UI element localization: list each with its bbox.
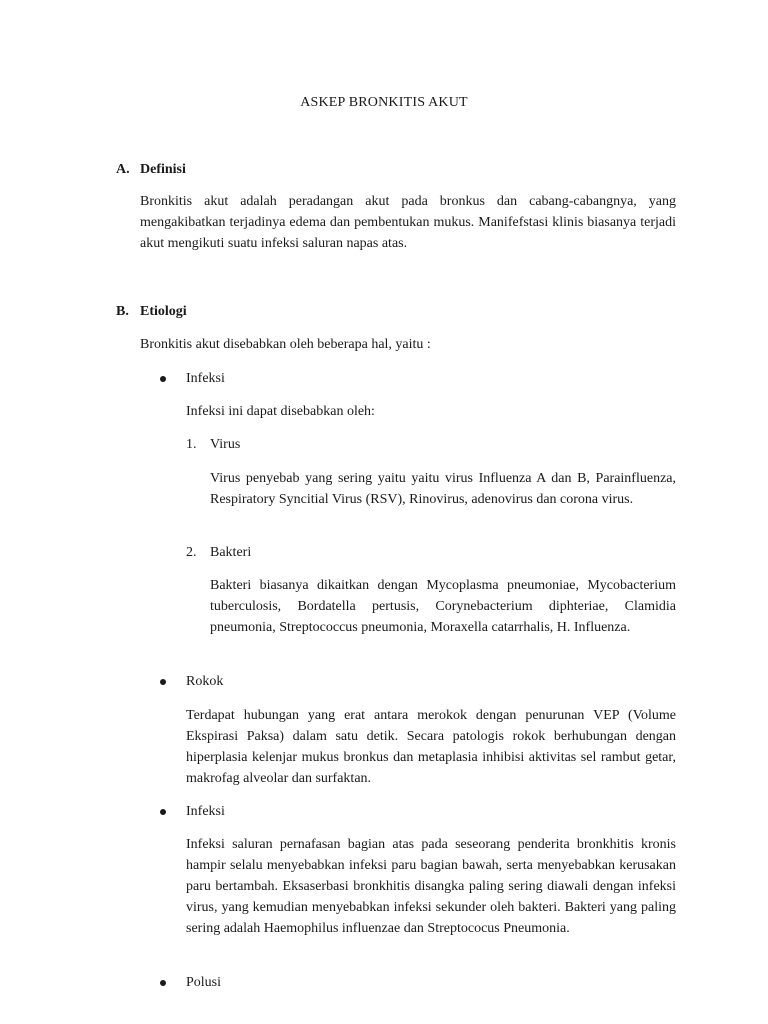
bullet-label: Rokok (186, 674, 224, 689)
bullet-label: Infeksi (186, 371, 225, 386)
rokok-paragraph: Terdapat hubungan yang erat antara merokok dengan penurunan VEP (Volume Ekspirasi Paksa) dalam satu detik. Secara patologis rokok berhubungan dengan hiperplasia kelenjar mukus bronkus dan metaplasia inhibisi aktivitas sel rambut getar, makrofag alveolar dan surfaktan. (186, 708, 676, 786)
bullet-icon (160, 376, 166, 382)
item-label: Virus (210, 437, 241, 452)
section-a-number: A. (116, 162, 130, 177)
item-number: 2. (186, 545, 197, 560)
document-title: ASKEP BRONKITIS AKUT (300, 95, 468, 110)
virus-paragraph: Virus penyebab yang sering yaitu yaitu virus Influenza A dan B, Parainfluenza, Respiratory Syncitial Virus (RSV), Rinovirus, adenovirus dan corona virus. (210, 471, 676, 507)
infeksi-intro: Infeksi ini dapat disebabkan oleh: (186, 404, 375, 419)
bullet-icon (160, 980, 166, 986)
bakteri-paragraph: Bakteri biasanya dikaitkan dengan Mycoplasma pneumoniae, Mycobacterium tuberculosis, Bordatella pertusis, Corynebacterium diphteriae, Clamidia pneumonia, Streptococcus pneumonia, Moraxella catarrhalis, H. Influenza. (210, 578, 676, 635)
infeksi-2-paragraph: Infeksi saluran pernafasan bagian atas pada seseorang penderita bronkhitis kronis hampir selalu menyebabkan infeksi paru bagian bawah, serta menyebabkan kerusakan paru bertambah. Eksaserbasi bronkhitis disangka paling sering diawali dengan infeksi virus, yang kemudian menyebabkan infeksi sekunder oleh bakteri. Bakteri yang paling sering adalah Haemophilus influenzae dan Streptococus Pneumonia. (186, 837, 676, 936)
bullet-label: Infeksi (186, 804, 225, 819)
section-b-heading (116, 301, 187, 322)
definition-paragraph: Bronkitis akut adalah peradangan akut pada bronkus dan cabang-cabangnya, yang mengakibatkan terjadinya edema dan pembentukan mukus. Manifefstasi klinis biasanya terjadi akut mengikuti suatu infeksi saluran napas atas. (140, 194, 676, 251)
etiology-intro: Bronkitis akut disebabkan oleh beberapa hal, yaitu : (140, 337, 431, 352)
item-number: 1. (186, 437, 197, 452)
section-a-heading (116, 159, 186, 180)
bullet-icon (160, 679, 166, 685)
item-label: Bakteri (210, 545, 252, 560)
section-b-title: Etiologi (140, 304, 187, 319)
bullet-label: Polusi (186, 975, 222, 990)
section-b-number: B. (116, 304, 129, 319)
bullet-icon (160, 809, 166, 815)
section-a-title: Definisi (140, 162, 186, 177)
